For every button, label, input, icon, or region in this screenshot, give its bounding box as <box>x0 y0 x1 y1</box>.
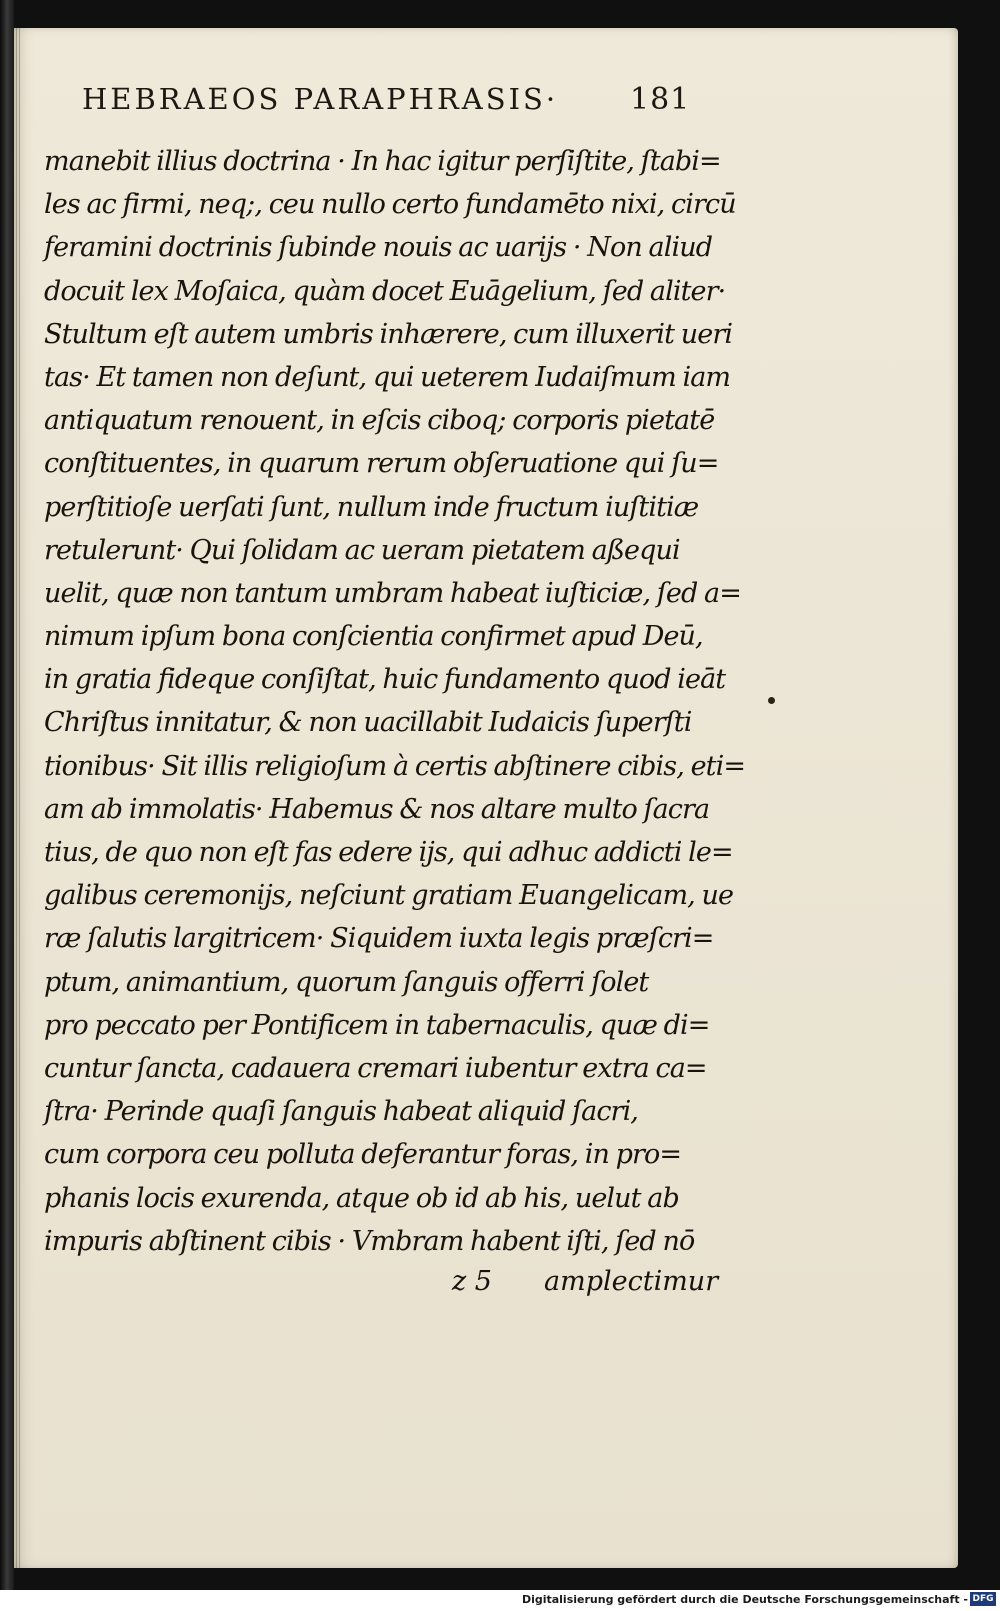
text-line: les ac firmi, neq;, ceu nullo certo fundamēto nixi, circū <box>44 189 736 221</box>
text-line: tionibus· Sit illis religioſum à certis abſtinere cibis, eti= <box>44 750 746 782</box>
text-line: pro peccato per Pontificem in tabernaculis, quæ di= <box>44 1009 710 1041</box>
text-line: retulerunt· Qui ſolidam ac ueram pietatem aßequi <box>44 534 680 566</box>
ink-spot <box>768 697 775 704</box>
catchword: amplectimur <box>544 1266 719 1297</box>
text-line: galibus ceremonijs, neſciunt gratiam Euangelicam, ue <box>44 880 734 912</box>
text-line: perſtitioſe uerſati ſunt, nullum inde fructum iuſtitiæ <box>44 491 699 523</box>
text-line: in gratia fideque conſiſtat, huic fundamento quod ieāt <box>44 664 726 696</box>
text-line: conſtituentes, in quarum rerum obſeruatione qui ſu= <box>44 448 719 480</box>
text-line: docuit lex Moſaica, quàm docet Euāgelium, ſed aliter· <box>44 275 726 307</box>
running-head: HEBRAEOS PARAPHRASIS· <box>82 82 559 116</box>
text-line: phanis locis exurenda, atque ob id ab his, uelut ab <box>44 1182 679 1214</box>
funding-credit: Digitalisierung gefördert durch die Deutsche Forschungsgemeinschaft - <box>521 1593 968 1606</box>
text-line: Stultum eſt autem umbris inhærere, cum illuxerit ueri <box>44 318 733 350</box>
dfg-logo: DFG <box>970 1592 996 1606</box>
signature-mark: z 5 <box>452 1266 492 1297</box>
text-line: feramini doctrinis ſubinde nouis ac uarijs · Non aliud <box>44 232 713 264</box>
text-line: manebit illius doctrina · In hac igitur perſiſtite, ſtabi= <box>44 146 721 177</box>
text-line: Chriſtus innitatur, & non uacillabit Iudaicis ſuperſti <box>44 707 692 739</box>
text-line: antiquatum renouent, in eſcis ciboq; corporis pietatē <box>44 405 715 437</box>
text-line: ptum, animantium, quorum ſanguis offerri ſolet <box>44 966 649 998</box>
text-line: impuris abſtinent cibis · Vmbram habent iſti, ſed nō <box>44 1225 695 1257</box>
text-line: tius, de quo non eſt fas edere ijs, qui adhuc addicti le= <box>44 837 733 868</box>
text-line: cuntur ſancta, cadauera cremari iubentur extra ca= <box>44 1052 707 1084</box>
text-line: ſtra· Perinde quaſi ſanguis habeat aliquid ſacri, <box>44 1096 638 1128</box>
body-text <box>44 140 746 1263</box>
text-line: cum corpora ceu polluta deferantur foras, in pro= <box>44 1139 682 1171</box>
catchword-line <box>452 1266 732 1310</box>
text-line: tas· Et tamen non deſunt, qui ueterem Iudaiſmum iam <box>44 361 731 393</box>
text-line: ræ ſalutis largitricem· Siquidem iuxta legis præſcri= <box>44 923 714 955</box>
text-line: nimum ipſum bona conſcientia confirmet apud Deū, <box>44 621 703 653</box>
binding-shadow <box>0 0 14 1611</box>
text-line: uelit, quæ non tantum umbram habeat iuſticiæ, ſed a= <box>44 577 741 609</box>
text-line: am ab immolatis· Habemus & nos altare multo ſacra <box>44 793 710 825</box>
page-number: 181 <box>630 82 691 117</box>
